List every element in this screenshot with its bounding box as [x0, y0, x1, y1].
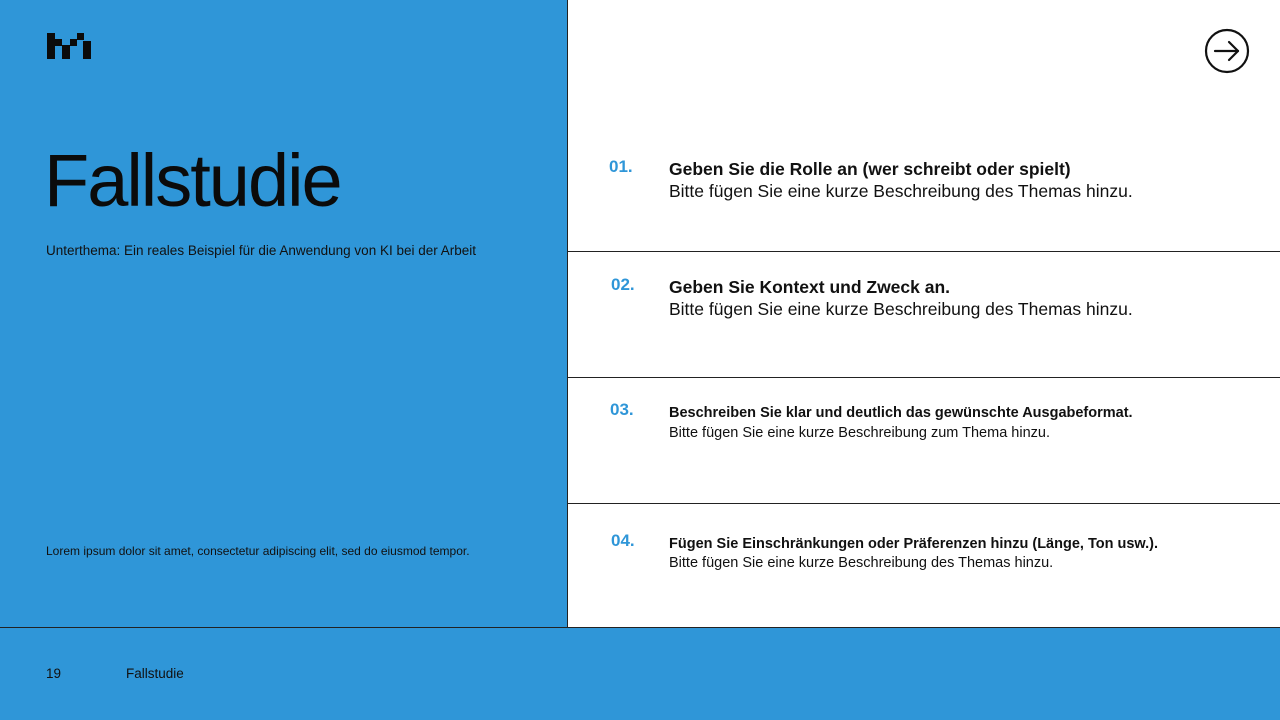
lorem-text: Lorem ipsum dolor sit amet, consectetur adipiscing elit, sed do eiusmod tempor. [46, 544, 470, 558]
step-heading: Geben Sie Kontext und Zweck an. [669, 277, 951, 297]
steps-list [568, 0, 1280, 627]
subtitle: Unterthema: Ein reales Beispiel für die Anwendung von KI bei der Arbeit [46, 243, 477, 258]
list-item [568, 252, 1280, 378]
list-item [568, 504, 1280, 627]
step-number: 01. [609, 157, 633, 176]
step-number: 02. [611, 275, 635, 294]
left-panel [0, 0, 568, 627]
step-heading: Geben Sie die Rolle an (wer schreibt oder spielt) [669, 159, 1071, 179]
page-number: 19 [46, 666, 62, 681]
step-description: Bitte fügen Sie eine kurze Beschreibung des Themas hinzu. [669, 181, 1133, 201]
step-heading: Fügen Sie Einschränkungen oder Präferenzen hinzu (Länge, Ton usw.). [669, 536, 1159, 552]
list-item [568, 0, 1280, 252]
footer [0, 627, 1280, 720]
page-title: Fallstudie [44, 139, 341, 222]
step-number: 04. [611, 531, 635, 550]
step-description: Bitte fügen Sie eine kurze Beschreibung des Themas hinzu. [669, 299, 1133, 319]
step-number: 03. [610, 400, 634, 419]
footer-title: Fallstudie [126, 666, 184, 681]
list-item [568, 378, 1280, 504]
step-description: Bitte fügen Sie eine kurze Beschreibung des Themas hinzu. [669, 555, 1054, 571]
step-description: Bitte fügen Sie eine kurze Beschreibung zum Thema hinzu. [669, 425, 1050, 441]
brand-logo-icon [47, 33, 91, 59]
step-heading: Beschreiben Sie klar und deutlich das gewünschte Ausgabeformat. [669, 405, 1133, 421]
